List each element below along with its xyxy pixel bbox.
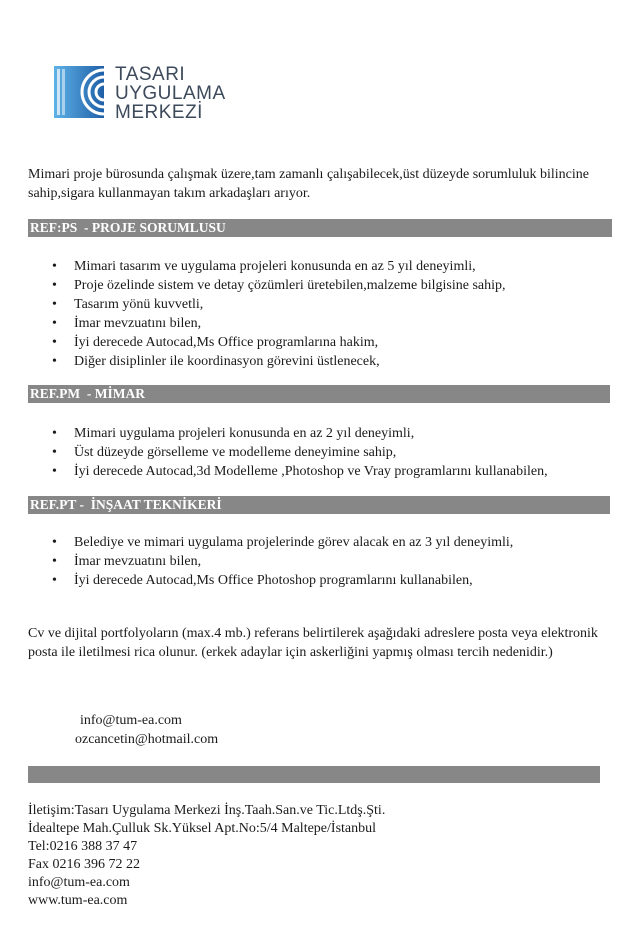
list-item: • İmar mevzuatını bilen,: [28, 552, 513, 571]
list-item: • Mimari tasarım ve uygulama projeleri konusunda en az 5 yıl deneyimli,: [28, 257, 506, 276]
list-item: • İyi derecede Autocad,Ms Office Photoshop programlarını kullanabilen,: [28, 571, 513, 590]
section-heading-ps: REF:PS - PROJE SORUMLUSU: [28, 219, 612, 237]
list-item: • Üst düzeyde görselleme ve modelleme deneyimine sahip,: [28, 443, 548, 462]
contact-website[interactable]: www.tum-ea.com: [28, 893, 128, 908]
intro-paragraph: Mimari proje bürosunda çalışmak üzere,tam zamanlı çalışabilecek,üst düzeyde sorumluluk bilincine sahip,sigara kullanmayan takım arkadaşları arıyor.: [28, 167, 589, 201]
requirements-list-pt: [28, 533, 513, 590]
section-heading-pm: REF.PM - MİMAR: [28, 385, 610, 403]
divider-bar: [28, 766, 600, 783]
contact-address: İdealtepe Mah.Çulluk Sk.Yüksel Apt.No:5/4 Maltepe/İstanbul: [28, 821, 377, 836]
contact-phone: Tel:0216 388 37 47: [28, 839, 138, 854]
list-item: • İmar mevzuatını bilen,: [28, 314, 506, 333]
list-item: • Mimari uygulama projeleri konusunda en az 2 yıl deneyimli,: [28, 424, 548, 443]
section-heading-pt: REF.PT - İNŞAAT TEKNİKERİ: [28, 496, 610, 514]
logo-mark-icon: [54, 66, 104, 118]
company-logo: [54, 66, 254, 130]
list-item: • Proje özelinde sistem ve detay çözümleri üretebilen,malzeme bilgisine sahip,: [28, 276, 506, 295]
list-item: • Diğer disiplinler ile koordinasyon görevini üstlenecek,: [28, 352, 506, 371]
list-item: • İyi derecede Autocad,3d Modelleme ,Photoshop ve Vray programlarını kullanabilen,: [28, 462, 548, 481]
requirements-list-pm: [28, 424, 548, 481]
logo-line-2: UYGULAMA: [115, 83, 226, 104]
application-instructions: Cv ve dijital portfolyoların (max.4 mb.) referans belirtilerek aşağıdaki adreslere posta veya elektronik posta ile iletilmesi rica olunur. (erkek adaylar için askerliğini yapmış olması tercih nedenidir.): [28, 626, 598, 660]
email-list: [75, 711, 219, 749]
requirements-list-ps: [28, 257, 506, 371]
logo-wordmark: [115, 65, 226, 122]
contact-company: İletişim:Tasarı Uygulama Merkezi İnş.Taah.San.ve Tic.Ltdş.Şti.: [28, 803, 386, 818]
email-address[interactable]: ozcancetin@hotmail.com: [75, 732, 219, 747]
contact-fax: Fax 0216 396 72 22: [28, 857, 140, 872]
logo-line-3: MERKEZİ: [115, 102, 203, 123]
list-item: • Belediye ve mimari uygulama projelerinde görev alacak en az 3 yıl deneyimli,: [28, 533, 513, 552]
email-address[interactable]: info@tum-ea.com: [80, 713, 182, 728]
contact-block: [28, 802, 385, 910]
contact-email[interactable]: info@tum-ea.com: [28, 875, 130, 890]
list-item: • Tasarım yönü kuvvetli,: [28, 295, 506, 314]
list-item: • İyi derecede Autocad,Ms Office programlarına hakim,: [28, 333, 506, 352]
logo-line-1: TASARI: [115, 64, 186, 85]
